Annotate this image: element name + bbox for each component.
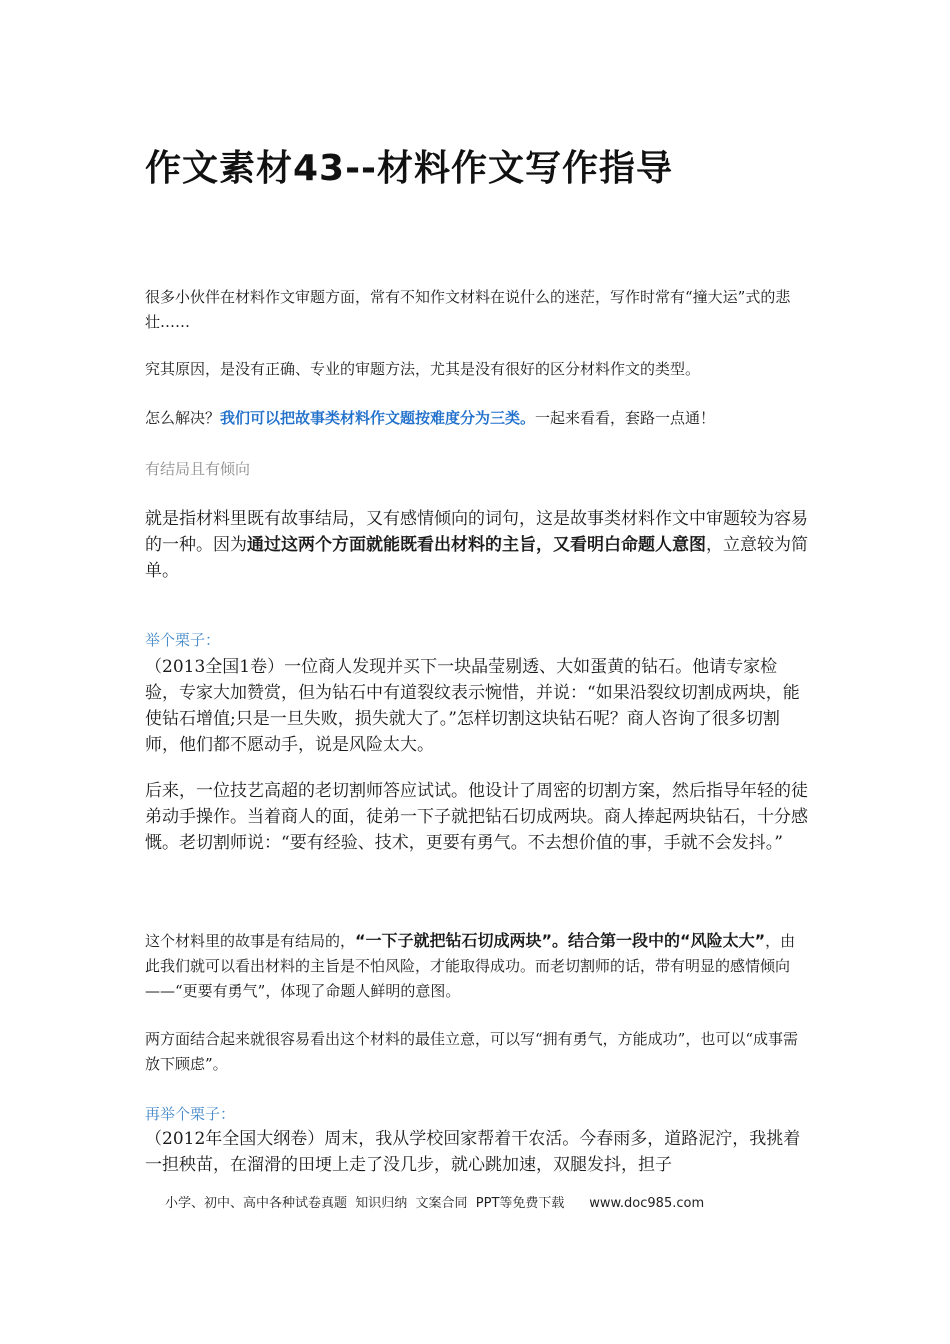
intro-paragraph-1: 很多小伙伴在材料作文审题方面，常有不知作文材料在说什么的迷茫，写作时常有“撞大运”式的悲壮…… — [145, 288, 791, 331]
footer-url: www.doc985.com — [589, 1196, 705, 1211]
intro-question: 怎么解决？ — [145, 409, 221, 427]
definition-emphasis: 通过这两个方面就能既看出材料的主旨，又看明白命题人意图 — [247, 535, 706, 555]
definition-text: 就是指材料里既有故事结局，又有感情倾向的词句，这是故事类材料作文中审题较为容易的一种。因为 — [145, 509, 808, 555]
analysis-paragraph-1 — [145, 928, 810, 1004]
footer-text: 小学、初中、高中各种试卷真题 知识归纳 文案合同 PPT等免费下载 — [165, 1196, 565, 1211]
section-heading: 有结局且有倾向 — [145, 460, 251, 478]
example-1-paragraph-1: （2013全国1卷）一位商人发现并买下一块晶莹剔透、大如蛋黄的钻石。他请专家检验，专家大加赞赏，但为钻石中有道裂纹表示惋惜，并说：“如果沿裂纹切割成两块，能使钻石增值;只是一旦失败，损失就大了。”怎样切割这块钻石呢？商人咨询了很多切割师，他们都不愿动手，说是风险太大。 — [145, 657, 800, 755]
example-1-label: 举个栗子： — [145, 631, 221, 649]
analysis-tail: ，由此我们就可以看出材料的主旨是不怕风险，才能取得成功。而老切割师的话，带有明显的感情倾向——“更要有勇气”，体现了命题人鲜明的意图。 — [145, 932, 796, 1000]
definition-paragraph — [145, 506, 810, 584]
intro-paragraph-2: 究其原因，是没有正确、专业的审题方法，尤其是没有很好的区分材料作文的类型。 — [145, 360, 701, 378]
intro-highlight: 我们可以把故事类材料作文题按难度分为三类。 — [220, 409, 536, 427]
example-1-paragraph-2: 后来，一位技艺高超的老切割师答应试试。他设计了周密的切割方案，然后指导年轻的徒弟动手操作。当着商人的面，徒弟一下子就把钻石切成两块。商人捧起两块钻石，十分感慨。老切割师说：“要有经验、技术，更要有勇气。不去想价值的事，手就不会发抖。” — [145, 781, 808, 853]
page-title: 作文素材43--材料作文写作指导 — [145, 148, 673, 189]
intro-paragraph-3 — [145, 406, 810, 431]
example-2-label: 再举个栗子： — [145, 1105, 236, 1123]
intro-tail: 一起来看看，套路一点通！ — [535, 409, 716, 427]
definition-tail: ，立意较为简单。 — [145, 535, 808, 581]
analysis-emphasis: “一下子就把钻石切成两块”。结合第一段中的“风险太大” — [355, 931, 766, 950]
page-footer — [165, 1192, 704, 1211]
example-2-paragraph-1: （2012年全国大纲卷）周末，我从学校回家帮着干农活。今春雨多，道路泥泞，我挑着一担秧苗，在溜滑的田埂上走了没几步，就心跳加速，双腿发抖，担子 — [145, 1129, 801, 1175]
analysis-paragraph-2: 两方面结合起来就很容易看出这个材料的最佳立意，可以写“拥有勇气，方能成功”，也可以“成事需放下顾虑”。 — [145, 1030, 799, 1073]
analysis-text: 这个材料里的故事是有结局的， — [145, 932, 356, 950]
